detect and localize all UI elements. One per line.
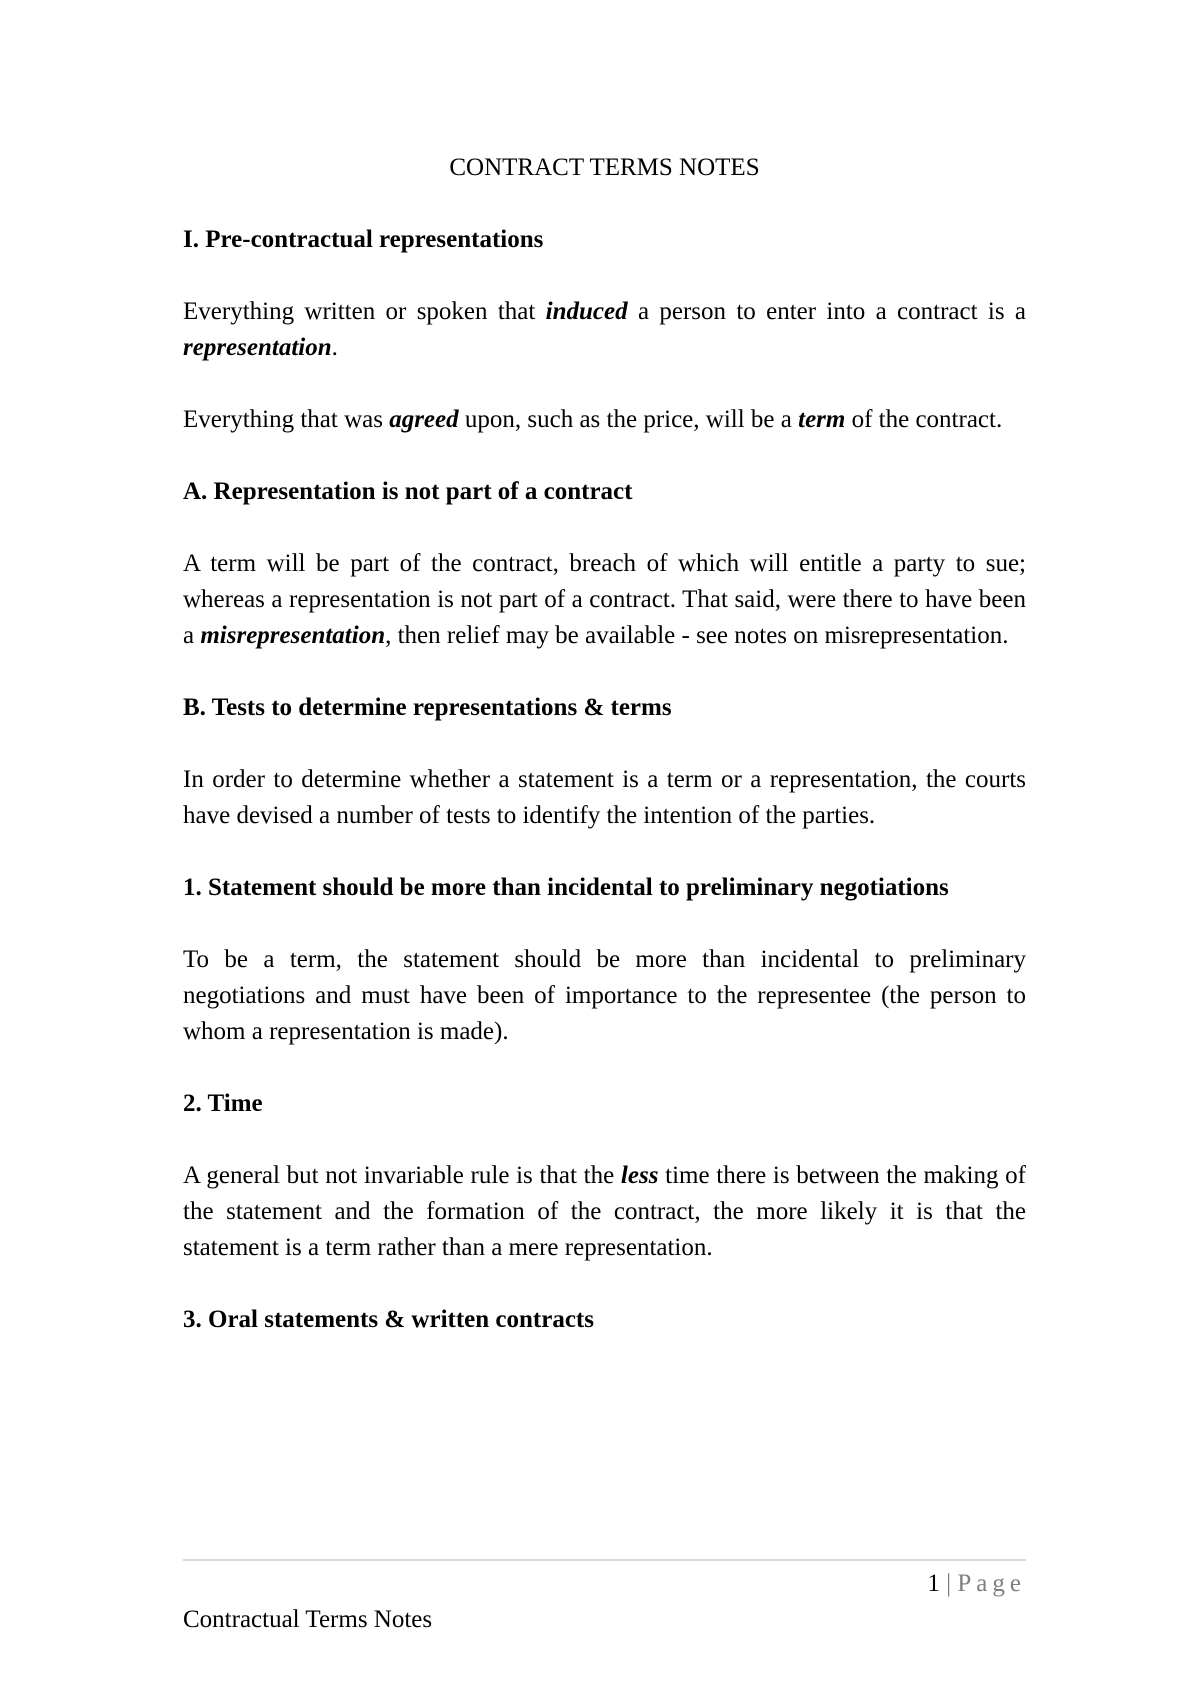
text-run: time there is between the making of the statement and the formation of the contract, the more likely it is that the statement is a term rather than a mere representation. [183,1162,1027,1261]
footer-divider [183,1559,1026,1561]
emphasis-representation: representation [183,334,332,361]
subheading-3: 3. Oral statements & written contracts [183,1306,594,1333]
page-number [927,1566,1026,1602]
subheading-2: 2. Time [183,1090,263,1117]
document-body [183,150,1026,1374]
subheading-a: A. Representation is not part of a contract [183,478,633,505]
text-run: A general but not invariable rule is that the [183,1162,621,1189]
page-label: Page [957,1570,1026,1597]
text-run: of the contract. [845,406,1003,433]
paragraph-representation-definition [183,294,1026,366]
text-run: . [331,334,338,361]
footer-document-name: Contractual Terms Notes [183,1606,433,1633]
page-number-value: 1 [927,1570,940,1597]
subheading-1: 1. Statement should be more than incidental to preliminary negotiations [183,874,949,901]
document-title: CONTRACT TERMS NOTES [449,154,760,181]
emphasis-induced: induced [545,298,628,325]
text-run: Everything written or spoken that [183,298,546,325]
paragraph-term-vs-representation [183,546,1026,654]
section-heading-pre-contractual: I. Pre-contractual representations [183,226,544,253]
text-run: , then relief may be available - see notes on misrepresentation. [385,622,1009,649]
emphasis-misrepresentation: misrepresentation [200,622,386,649]
text-run: A term will be part of the contract, breach of which will entitle a party to sue; whereas a representation is not part of a contract. That said, were there to have been a [183,550,1026,649]
page-number-separator: | [939,1570,958,1597]
paragraph-incidental: To be a term, the statement should be more than incidental to preliminary negotiations and must have been of importance to the representee (the person to whom a representation is made). [183,946,1026,1045]
text-run: upon, such as the price, will be a [458,406,799,433]
emphasis-term: term [798,406,846,433]
paragraph-term-definition [183,402,1026,438]
text-run: a person to enter into a contract is a [627,298,1026,325]
paragraph-tests-intro: In order to determine whether a statement is a term or a representation, the courts have devised a number of tests to identify the intention of the parties. [183,766,1026,829]
text-run: Everything that was [183,406,390,433]
emphasis-less: less [620,1162,659,1189]
paragraph-time [183,1158,1026,1266]
emphasis-agreed: agreed [389,406,459,433]
subheading-b: B. Tests to determine representations & terms [183,694,672,721]
